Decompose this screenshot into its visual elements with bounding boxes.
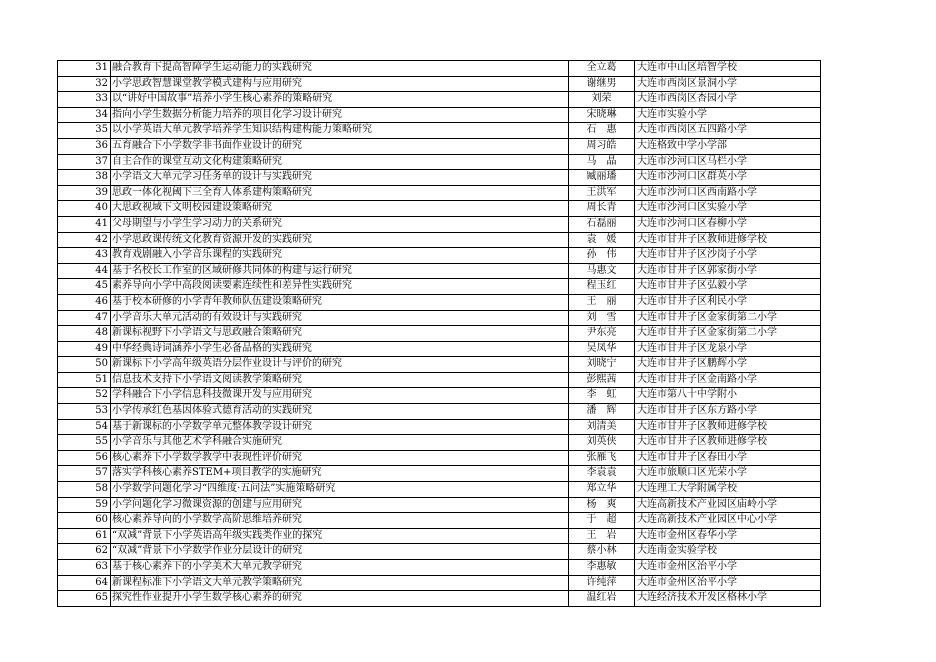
- table-row: [58, 513, 821, 529]
- school-cell: 大连市旅顺口区光荣小学: [635, 466, 821, 482]
- table-row: [58, 372, 821, 388]
- row-number-cell: 49: [58, 341, 111, 357]
- author-cell: 张雁飞: [569, 450, 635, 466]
- row-number-cell: 52: [58, 388, 111, 404]
- school-cell: 大连市甘井子区沙岗子小学: [635, 248, 821, 264]
- author-cell: 周长青: [569, 201, 635, 217]
- school-cell: 大连市第八十中学附小: [635, 388, 821, 404]
- table-row: [58, 232, 821, 248]
- author-cell: 王 岩: [569, 528, 635, 544]
- school-cell: 大连市甘井子区东方路小学: [635, 404, 821, 420]
- project-title-cell: 小学问题化学习微课资源的创建与应用研究: [111, 497, 569, 513]
- row-number-cell: 61: [58, 528, 111, 544]
- school-cell: 大连市金州区治平小学: [635, 560, 821, 576]
- row-number-cell: 42: [58, 232, 111, 248]
- project-title-cell: 基于名校长工作室的区域研修共同体的构建与运行研究: [111, 263, 569, 279]
- project-title-cell: 基于核心素养下的小学美术大单元教学研究: [111, 560, 569, 576]
- row-number-cell: 53: [58, 404, 111, 420]
- author-cell: 于 超: [569, 513, 635, 529]
- school-cell: 大连理工大学附属学校: [635, 482, 821, 498]
- table-row: [58, 326, 821, 342]
- school-cell: 大连市甘井子区金南路小学: [635, 372, 821, 388]
- table-row: [58, 435, 821, 451]
- project-title-cell: 学科融合下小学信息科技微课开发与应用研究: [111, 388, 569, 404]
- school-cell: 大连南金实验学校: [635, 544, 821, 560]
- row-number-cell: 63: [58, 560, 111, 576]
- table-row: [58, 591, 821, 607]
- school-cell: 大连高新技术产业园区庙岭小学: [635, 497, 821, 513]
- table-row: [58, 528, 821, 544]
- row-number-cell: 37: [58, 154, 111, 170]
- row-number-cell: 39: [58, 185, 111, 201]
- row-number-cell: 58: [58, 482, 111, 498]
- author-cell: 吴凤华: [569, 341, 635, 357]
- table-row: [58, 575, 821, 591]
- school-cell: 大连市沙河口区群英小学: [635, 170, 821, 186]
- project-title-cell: 中华经典诗词涵养小学生必备品格的实践研究: [111, 341, 569, 357]
- table-row: [58, 263, 821, 279]
- row-number-cell: 51: [58, 372, 111, 388]
- school-cell: 大连市甘井子区金家街第二小学: [635, 310, 821, 326]
- project-title-cell: 自主合作的课堂互动文化构建策略研究: [111, 154, 569, 170]
- author-cell: 王洪军: [569, 185, 635, 201]
- row-number-cell: 54: [58, 419, 111, 435]
- table-row: [58, 404, 821, 420]
- row-number-cell: 32: [58, 76, 111, 92]
- table-row: [58, 201, 821, 217]
- project-title-cell: 五育融合下小学数学非书面作业设计的研究: [111, 138, 569, 154]
- project-title-cell: 以小学英语大单元教学培养学生知识结构建构能力策略研究: [111, 123, 569, 139]
- row-number-cell: 57: [58, 466, 111, 482]
- author-cell: 宋晓琳: [569, 107, 635, 123]
- project-title-cell: 基于校本研修的小学青年教师队伍建设策略研究: [111, 294, 569, 310]
- author-cell: 刘 雪: [569, 310, 635, 326]
- project-title-cell: “双减”背景下小学英语高年级实践类作业的探究: [111, 528, 569, 544]
- school-cell: 大连市甘井子区利民小学: [635, 294, 821, 310]
- project-title-cell: 思政一体化视阈下三全育人体系建构策略研究: [111, 185, 569, 201]
- table-row: [58, 544, 821, 560]
- school-cell: 大连市西岗区杏园小学: [635, 92, 821, 108]
- project-title-cell: 小学传承红色基因体验式德育活动的实践研究: [111, 404, 569, 420]
- project-title-cell: 融合教育下提高智障学生运动能力的实践研究: [111, 61, 569, 77]
- table-row: [58, 170, 821, 186]
- author-cell: 周习皓: [569, 138, 635, 154]
- project-title-cell: 小学语文大单元学习任务单的设计与实践研究: [111, 170, 569, 186]
- row-number-cell: 59: [58, 497, 111, 513]
- row-number-cell: 41: [58, 216, 111, 232]
- school-cell: 大连市西岗区景洞小学: [635, 76, 821, 92]
- project-title-cell: 小学音乐大单元活动的有效设计与实践研究: [111, 310, 569, 326]
- table-row: [58, 341, 821, 357]
- row-number-cell: 60: [58, 513, 111, 529]
- table-row: [58, 92, 821, 108]
- row-number-cell: 44: [58, 263, 111, 279]
- table-row: [58, 419, 821, 435]
- row-number-cell: 65: [58, 591, 111, 607]
- row-number-cell: 36: [58, 138, 111, 154]
- author-cell: 蔡小林: [569, 544, 635, 560]
- project-title-cell: 新课标下小学高年级英语分层作业设计与评价的研究: [111, 357, 569, 373]
- school-cell: 大连市甘井子区教师进修学校: [635, 419, 821, 435]
- author-cell: 刘晓宁: [569, 357, 635, 373]
- author-cell: 程玉红: [569, 279, 635, 295]
- school-cell: 大连市甘井子区教师进修学校: [635, 435, 821, 451]
- table-row: [58, 123, 821, 139]
- school-cell: 大连市甘井子区金家街第二小学: [635, 326, 821, 342]
- table-row: [58, 138, 821, 154]
- school-cell: 大连高新技术产业园区中心小学: [635, 513, 821, 529]
- author-cell: 谢继男: [569, 76, 635, 92]
- project-title-cell: “双减”背景下小学数学作业分层设计的研究: [111, 544, 569, 560]
- project-title-cell: 指向小学生数据分析能力培养的项目化学习设计研究: [111, 107, 569, 123]
- row-number-cell: 31: [58, 61, 111, 77]
- table-row: [58, 497, 821, 513]
- author-cell: 石磊丽: [569, 216, 635, 232]
- author-cell: 李 虹: [569, 388, 635, 404]
- project-title-cell: 小学数学问题化学习“四维度·五问法”实施策略研究: [111, 482, 569, 498]
- author-cell: 杨 爽: [569, 497, 635, 513]
- school-cell: 大连市甘井子区弘毅小学: [635, 279, 821, 295]
- author-cell: 李袁袁: [569, 466, 635, 482]
- project-title-cell: 核心素养下小学数学教学中表现性评价研究: [111, 450, 569, 466]
- table-row: [58, 279, 821, 295]
- row-number-cell: 40: [58, 201, 111, 217]
- school-cell: 大连市甘井子区郭家街小学: [635, 263, 821, 279]
- project-title-cell: 小学音乐与其他艺术学科融合实施研究: [111, 435, 569, 451]
- school-cell: 大连市西岗区五四路小学: [635, 123, 821, 139]
- author-cell: 温红岩: [569, 591, 635, 607]
- table-row: [58, 450, 821, 466]
- project-title-cell: 新课程标准下小学语文大单元教学策略研究: [111, 575, 569, 591]
- author-cell: 马 晶: [569, 154, 635, 170]
- project-title-cell: 探究性作业提升小学生数学核心素养的研究: [111, 591, 569, 607]
- table-row: [58, 388, 821, 404]
- spreadsheet-table: [57, 60, 821, 607]
- school-cell: 大连市金州区春华小学: [635, 528, 821, 544]
- project-title-cell: 落实学科核心素养STEM+项目教学的实施研究: [111, 466, 569, 482]
- row-number-cell: 50: [58, 357, 111, 373]
- table-row: [58, 185, 821, 201]
- project-title-cell: 核心素养导向的小学数学高阶思维培养研究: [111, 513, 569, 529]
- author-cell: 全立葛: [569, 61, 635, 77]
- row-number-cell: 34: [58, 107, 111, 123]
- author-cell: 马惠文: [569, 263, 635, 279]
- project-title-cell: 新课标视野下小学语文与思政融合策略研究: [111, 326, 569, 342]
- school-cell: 大连市甘井子区龙泉小学: [635, 341, 821, 357]
- author-cell: 李惠敏: [569, 560, 635, 576]
- row-number-cell: 55: [58, 435, 111, 451]
- row-number-cell: 45: [58, 279, 111, 295]
- project-title-cell: 以“讲好中国故事”培养小学生核心素养的策略研究: [111, 92, 569, 108]
- row-number-cell: 38: [58, 170, 111, 186]
- row-number-cell: 33: [58, 92, 111, 108]
- row-number-cell: 46: [58, 294, 111, 310]
- author-cell: 许纯萍: [569, 575, 635, 591]
- table-row: [58, 357, 821, 373]
- author-cell: 刘清美: [569, 419, 635, 435]
- author-cell: 袁 媛: [569, 232, 635, 248]
- table-row: [58, 61, 821, 77]
- school-cell: 大连市甘井子区鹏辉小学: [635, 357, 821, 373]
- project-title-cell: 信息技术支持下小学语文阅读教学策略研究: [111, 372, 569, 388]
- author-cell: 臧丽璠: [569, 170, 635, 186]
- author-cell: 王 丽: [569, 294, 635, 310]
- author-cell: 郑立华: [569, 482, 635, 498]
- project-title-cell: 素养导向小学中高段阅读要素连续性和差异性实践研究: [111, 279, 569, 295]
- author-cell: 石 惠: [569, 123, 635, 139]
- table-row: [58, 294, 821, 310]
- table-row: [58, 216, 821, 232]
- school-cell: 大连市甘井子区教师进修学校: [635, 232, 821, 248]
- author-cell: 刘荣: [569, 92, 635, 108]
- row-number-cell: 56: [58, 450, 111, 466]
- table-row: [58, 466, 821, 482]
- project-title-cell: 大思政视域下文明校园建设策略研究: [111, 201, 569, 217]
- table-row: [58, 560, 821, 576]
- row-number-cell: 43: [58, 248, 111, 264]
- school-cell: 大连市沙河口区马栏小学: [635, 154, 821, 170]
- author-cell: 尹东亮: [569, 326, 635, 342]
- school-cell: 大连市沙河口区春柳小学: [635, 216, 821, 232]
- school-cell: 大连经济技术开发区格林小学: [635, 591, 821, 607]
- table-row: [58, 310, 821, 326]
- table-row: [58, 154, 821, 170]
- school-cell: 大连格致中学小学部: [635, 138, 821, 154]
- project-title-cell: 教育戏剧融入小学音乐课程的实践研究: [111, 248, 569, 264]
- author-cell: 彭熙茜: [569, 372, 635, 388]
- school-cell: 大连市沙河口区实验小学: [635, 201, 821, 217]
- row-number-cell: 47: [58, 310, 111, 326]
- school-cell: 大连市沙河口区西南路小学: [635, 185, 821, 201]
- table-body: [58, 61, 821, 607]
- project-title-cell: 父母期望与小学生学习动力的关系研究: [111, 216, 569, 232]
- row-number-cell: 48: [58, 326, 111, 342]
- table-row: [58, 76, 821, 92]
- school-cell: 大连市甘井子区春田小学: [635, 450, 821, 466]
- school-cell: 大连市实验小学: [635, 107, 821, 123]
- school-cell: 大连市金州区治平小学: [635, 575, 821, 591]
- table-row: [58, 248, 821, 264]
- author-cell: 刘英侠: [569, 435, 635, 451]
- table-row: [58, 107, 821, 123]
- author-cell: 孙 伟: [569, 248, 635, 264]
- project-title-cell: 小学思政课传统文化教育资源开发的实践研究: [111, 232, 569, 248]
- table-row: [58, 482, 821, 498]
- row-number-cell: 62: [58, 544, 111, 560]
- row-number-cell: 64: [58, 575, 111, 591]
- author-cell: 潘 辉: [569, 404, 635, 420]
- row-number-cell: 35: [58, 123, 111, 139]
- project-title-cell: 小学思政智慧课堂教学模式建构与应用研究: [111, 76, 569, 92]
- school-cell: 大连市中山区培智学校: [635, 61, 821, 77]
- project-title-cell: 基于新课标的小学数学单元整体教学设计研究: [111, 419, 569, 435]
